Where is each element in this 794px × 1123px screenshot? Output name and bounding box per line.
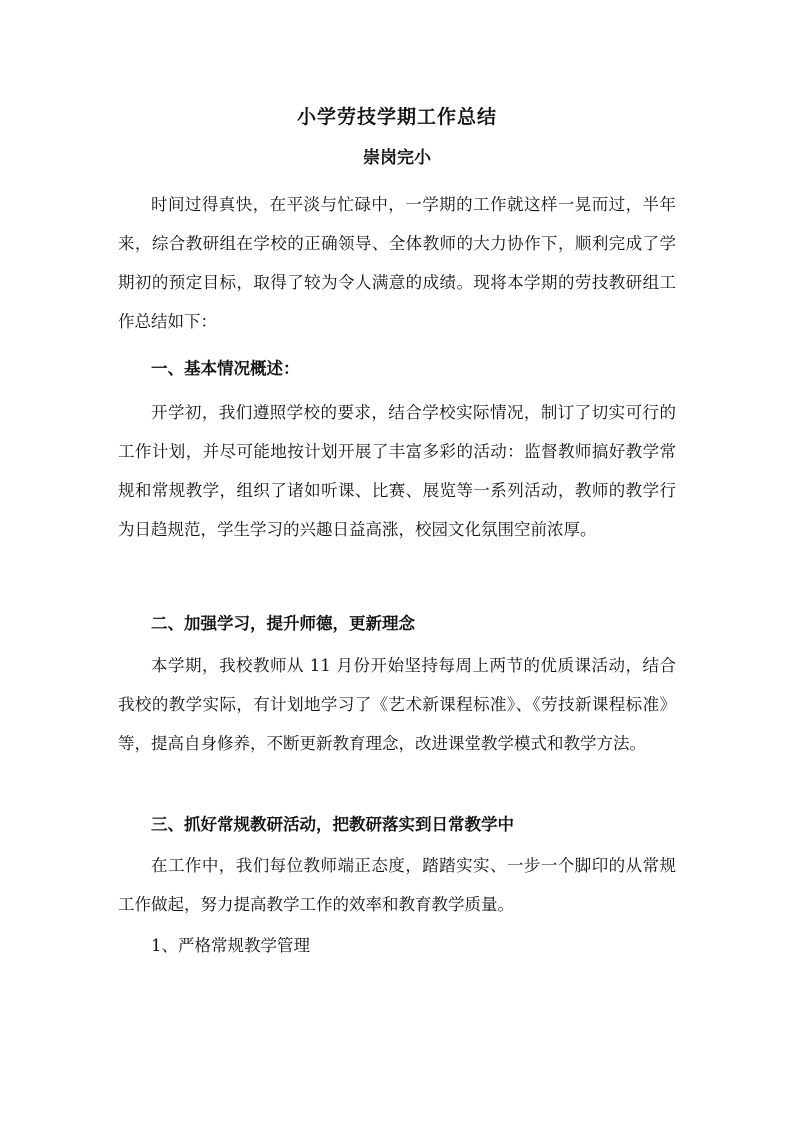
section-paragraph-2: 本学期，我校教师从 11 月份开始坚持每周上两节的优质课活动，结合我校的教学实际，有计划地学习了《艺术新课程标准》、《劳技新课程标准》等，提高自身修养，不断更新教育理念，改进课堂教学模式和教学方法。 [118,656,676,753]
section-paragraph-1: 开学初，我们遵照学校的要求，结合学校实际情况，制订了切实可行的工作计划，并尽可能地按计划开展了丰富多彩的活动：监督教师搞好教学常规和常规教学，组织了诸如听课、比赛、展览等一系列活动，教师的教学行为日趋规范，学生学习的兴趣日益高涨，校园文化氛围空前浓厚。 [118,403,676,539]
list-item: 1、严格常规教学管理 [151,936,310,955]
section-heading-1: 一、基本情况概述： [151,359,300,378]
section-heading-3: 三、抓好常规教研活动，把教研落实到日常教学中 [151,815,514,834]
section-paragraph-3: 在工作中，我们每位教师端正态度，踏踏实实、一步一个脚印的从常规工作做起，努力提高教学工作的效率和教育教学质量。 [118,856,676,914]
document-title: 小学劳技学期工作总结 [296,106,497,128]
section-heading-2: 二、加强学习，提升师德，更新理念 [151,614,415,633]
document-subtitle: 崇岗完小 [363,148,431,168]
intro-paragraph: 时间过得真快，在平淡与忙碌中，一学期的工作就这样一晃而过，半年来，综合教研组在学校的正确领导、全体教师的大力协作下，顺利完成了学期初的预定目标，取得了较为令人满意的成绩。现将本学期的劳技教研组工作总结如下： [118,195,676,331]
